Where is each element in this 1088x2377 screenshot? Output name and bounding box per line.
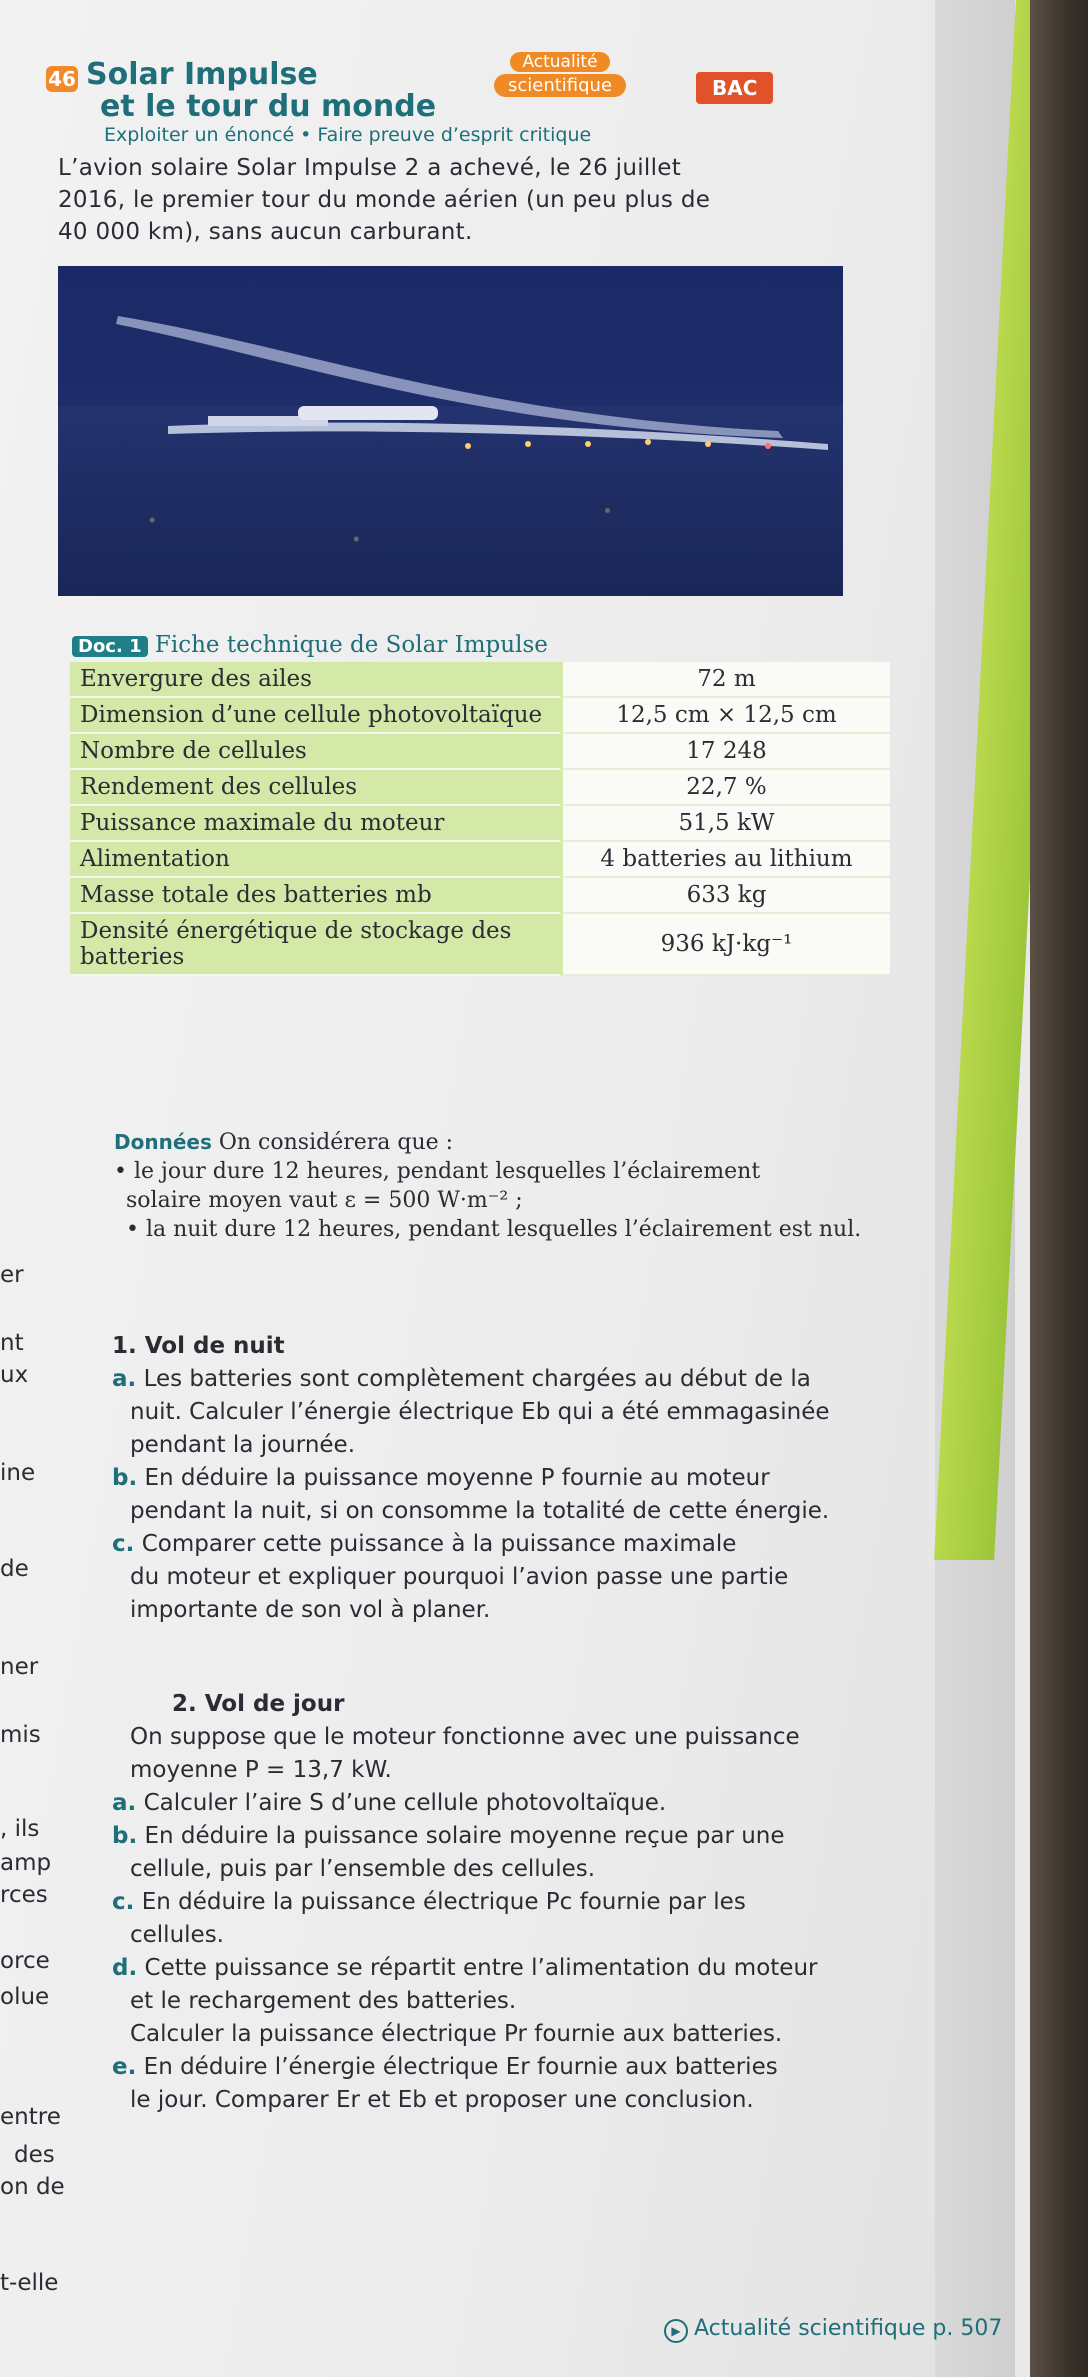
question-text: pendant la journée.	[130, 1432, 356, 1458]
question-text: On suppose que le moteur fonctionne avec une puissance	[130, 1724, 800, 1750]
part2-heading: 2. Vol de jour	[172, 1691, 345, 1717]
question-letter: c.	[112, 1531, 135, 1557]
margin-word: olue	[0, 1984, 50, 2010]
question-text: En déduire la puissance solaire moyenne reçue par une	[144, 1823, 785, 1849]
question-text: En déduire la puissance électrique Pc fournie par les	[141, 1889, 746, 1915]
margin-word: on de	[0, 2174, 65, 2200]
row-value: 17 248	[560, 734, 890, 770]
wing-light	[525, 441, 531, 447]
row-value: 936 kJ·kg⁻¹	[560, 914, 890, 976]
donnees-item: solaire moyen vaut ε = 500 W·m⁻² ;	[126, 1188, 523, 1213]
aircraft-illustration	[58, 266, 843, 596]
part2-questions	[112, 1688, 942, 2117]
intro-line: 2016, le premier tour du monde aérien (un peu plus de	[58, 187, 711, 213]
wing-edge	[168, 423, 828, 450]
table-row	[70, 914, 890, 976]
exercise-title-line1: Solar Impulse	[86, 57, 318, 92]
row-value: 72 m	[560, 662, 890, 698]
margin-word: nt	[0, 1330, 24, 1356]
question-text: cellules.	[130, 1922, 224, 1948]
question-letter: c.	[112, 1889, 135, 1915]
doc-title-text: Fiche technique de Solar Impulse	[154, 632, 548, 658]
category-tag	[470, 52, 650, 97]
row-label: Alimentation	[70, 842, 560, 878]
question-text: En déduire l’énergie électrique Er fournie aux batteries	[143, 2054, 778, 2080]
row-value: 51,5 kW	[560, 806, 890, 842]
exercise-title-line2: et le tour du monde	[100, 89, 437, 124]
bac-badge: BAC	[696, 72, 773, 104]
wing-light	[585, 441, 591, 447]
part1-questions	[112, 1330, 932, 1627]
donnees-lead: On considérera que :	[218, 1130, 454, 1155]
question-letter: d.	[112, 1955, 138, 1981]
tag-line2: scientifique	[494, 74, 626, 97]
question-text: moyenne P = 13,7 kW.	[130, 1757, 392, 1783]
margin-word: ner	[0, 1654, 39, 1680]
exercise-number: 46	[46, 66, 78, 92]
question-letter: b.	[112, 1823, 138, 1849]
play-arrow-icon: ▶	[664, 2319, 688, 2343]
margin-word: rces	[0, 1882, 48, 1908]
tag-line1: Actualité	[510, 52, 609, 72]
donnees-block: Données On considérera que : • le jour dure 12 heures, pendant lesquelles l’éclairement solaire moyen vaut ε = 500 W·m⁻² ; • la nuit dure 12 heures, pendant lesquelles l’éclairement est nul.	[114, 1128, 914, 1244]
technical-sheet-table	[70, 662, 890, 976]
intro-line: L’avion solaire Solar Impulse 2 a achevé, le 26 juillet	[58, 155, 682, 181]
wing-light	[765, 443, 771, 449]
question-letter: e.	[112, 2054, 137, 2080]
margin-word: mis	[0, 1722, 41, 1748]
row-label: Dimension d’une cellule photovoltaïque	[70, 698, 560, 734]
table-row	[70, 770, 890, 806]
wing-light	[645, 439, 651, 445]
row-value: 4 batteries au lithium	[560, 842, 890, 878]
table-row	[70, 806, 890, 842]
margin-word: de	[0, 1556, 29, 1582]
margin-word: orce	[0, 1948, 50, 1974]
question-text: et le rechargement des batteries.	[130, 1988, 517, 2014]
margin-word: t-elle	[0, 2270, 59, 2296]
table-row	[70, 734, 890, 770]
question-text: Les batteries sont complètement chargées au début de la	[143, 1366, 811, 1392]
spec-table	[70, 662, 890, 976]
table-surface	[1030, 0, 1088, 2377]
table-row	[70, 698, 890, 734]
row-label: Envergure des ailes	[70, 662, 560, 698]
question-text: Cette puissance se répartit entre l’alimentation du moteur	[144, 1955, 818, 1981]
footer-reference	[664, 2316, 1002, 2343]
margin-word: ine	[0, 1460, 36, 1486]
row-label: Densité énergétique de stockage des batteries	[70, 914, 560, 976]
row-value: 12,5 cm × 12,5 cm	[560, 698, 890, 734]
row-value: 633 kg	[560, 878, 890, 914]
wing-light	[705, 441, 711, 447]
exercise-subtitle: Exploiter un énoncé • Faire preuve d’esprit critique	[104, 124, 592, 146]
row-label: Nombre de cellules	[70, 734, 560, 770]
margin-word: er	[0, 1262, 24, 1288]
question-text: du moteur et expliquer pourquoi l’avion passe une partie	[130, 1564, 789, 1590]
margin-word: ux	[0, 1362, 29, 1388]
question-text: le jour. Comparer Er et Eb et proposer une conclusion.	[130, 2087, 754, 2113]
question-text: Calculer l’aire S d’une cellule photovoltaïque.	[143, 1790, 667, 1816]
row-label: Masse totale des batteries mb	[70, 878, 560, 914]
intro-text	[58, 152, 918, 248]
question-text: pendant la nuit, si on consomme la totalité de cette énergie.	[130, 1498, 830, 1524]
donnees-item: le jour dure 12 heures, pendant lesquelles l’éclairement	[133, 1159, 761, 1184]
footer-reference-text: Actualité scientifique p. 507	[694, 2316, 1003, 2341]
margin-word: , ils	[0, 1816, 40, 1842]
wing-light	[465, 443, 471, 449]
question-text: nuit. Calculer l’énergie électrique Eb qui a été emmagasinée	[130, 1399, 830, 1425]
solar-impulse-photo	[58, 266, 843, 596]
part1-heading: 1. Vol de nuit	[112, 1333, 285, 1359]
question-letter: a.	[112, 1790, 137, 1816]
row-label: Rendement des cellules	[70, 770, 560, 806]
doc-title	[72, 632, 548, 658]
row-label: Puissance maximale du moteur	[70, 806, 560, 842]
doc-badge: Doc. 1	[72, 636, 148, 657]
question-letter: b.	[112, 1465, 138, 1491]
margin-word: entre	[0, 2104, 61, 2130]
question-text: Calculer la puissance électrique Pr fournie aux batteries.	[130, 2021, 783, 2047]
question-text: cellule, puis par l’ensemble des cellules.	[130, 1856, 596, 1882]
question-text: importante de son vol à planer.	[130, 1597, 491, 1623]
question-text: Comparer cette puissance à la puissance maximale	[141, 1531, 737, 1557]
donnees-item: la nuit dure 12 heures, pendant lesquelles l’éclairement est nul.	[145, 1217, 862, 1242]
fuselage	[298, 406, 438, 420]
margin-word: des	[14, 2142, 55, 2168]
donnees-heading: Données	[114, 1130, 212, 1154]
table-row	[70, 662, 890, 698]
table-row	[70, 842, 890, 878]
margin-word: amp	[0, 1850, 52, 1876]
question-text: En déduire la puissance moyenne P fournie au moteur	[144, 1465, 770, 1491]
intro-line: 40 000 km), sans aucun carburant.	[58, 219, 473, 245]
question-letter: a.	[112, 1366, 137, 1392]
row-value: 22,7 %	[560, 770, 890, 806]
table-row	[70, 878, 890, 914]
